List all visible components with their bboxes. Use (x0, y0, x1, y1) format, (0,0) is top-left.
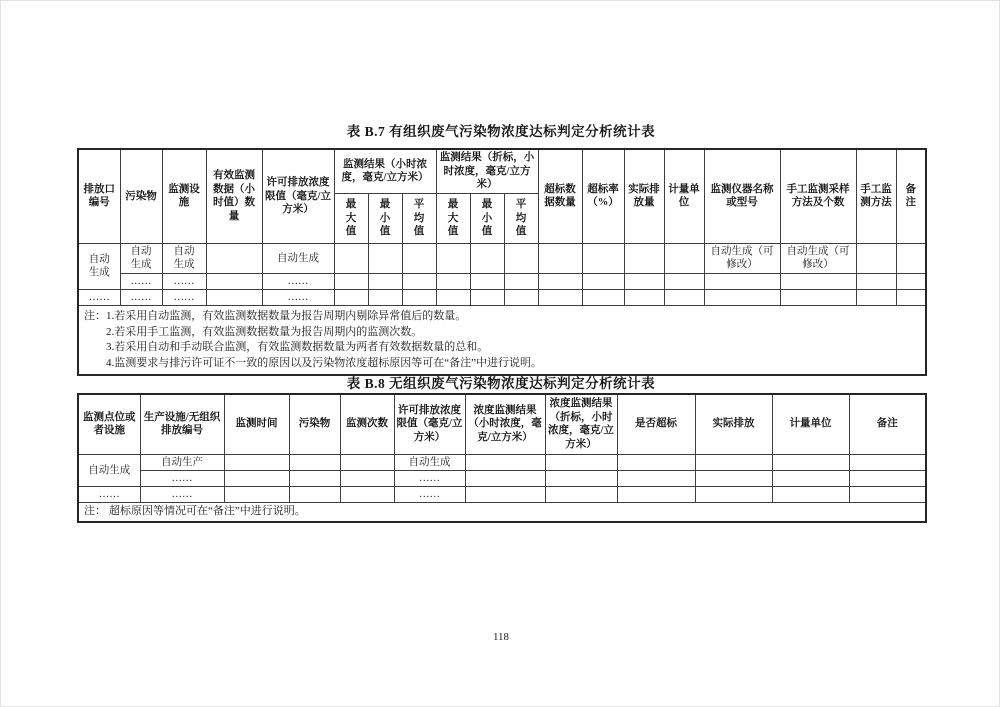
table-cell (664, 243, 704, 273)
b7-subheader-max2 (436, 193, 470, 243)
b8-header-converted-result: 浓度监测结果（折标，小时浓度，毫克/立方米） (545, 394, 617, 454)
table-b8-title: 表 B.8 无组织废气污染物浓度达标判定分析统计表 (346, 376, 656, 391)
table-cell (334, 243, 368, 273)
cell-value: 自动生成 (88, 254, 110, 279)
header-label: 有效监测数据（小时值）数量 (213, 170, 255, 223)
table-cell (664, 273, 704, 289)
table-cell (896, 243, 926, 273)
table-row (78, 273, 926, 289)
b7-header-manual-method (856, 149, 896, 243)
b8-notes-cell (78, 502, 926, 521)
table-cell (340, 486, 394, 502)
table-cell: …… (120, 273, 162, 289)
header-label: 超标数据数量 (544, 183, 576, 209)
header-label: 平均值 (413, 198, 425, 238)
table-row (78, 290, 926, 306)
table-cell: …… (162, 273, 206, 289)
table-b7 (77, 148, 927, 376)
header-label: 最大值 (447, 198, 459, 238)
table-cell (334, 273, 368, 289)
header-label: 平均值 (515, 198, 527, 238)
table-cell (289, 486, 340, 502)
table-row (78, 243, 926, 273)
table-cell (289, 454, 340, 470)
table-cell (704, 273, 780, 289)
b8-header-permitted-limit: 许可排放浓度限值（毫克/立方米） (394, 394, 465, 454)
table-cell: …… (140, 470, 224, 486)
table-cell (896, 273, 926, 289)
table-cell: …… (78, 486, 140, 502)
table-cell (780, 290, 856, 306)
table-cell: 自动生成（可修改） (704, 243, 780, 273)
table-cell (704, 290, 780, 306)
table-cell (504, 243, 538, 273)
table-row (78, 486, 926, 502)
table-cell (624, 243, 664, 273)
table-cell (162, 243, 206, 273)
table-cell (78, 243, 120, 289)
table-cell (695, 470, 772, 486)
b8-header-monitor-time: 监测时间 (224, 394, 289, 454)
b7-group-hourly-result: 监测结果（小时浓度，毫克/立方米） (334, 149, 436, 193)
table-cell: 自动生成 (262, 243, 334, 273)
table-cell (504, 273, 538, 289)
b7-header-exceed-rate (582, 149, 624, 243)
table-cell (368, 243, 402, 273)
table-b8-container (77, 393, 925, 523)
table-cell (340, 454, 394, 470)
table-cell (772, 454, 849, 470)
note-line: 3.若采用自动和手动联合监测，有效监测数据数量为两者有效数据数量的总和。 (106, 341, 489, 354)
header-label: 监测仪器名称或型号 (710, 183, 774, 209)
table-cell (582, 273, 624, 289)
b7-notes-cell (78, 306, 926, 376)
b7-header-instrument (704, 149, 780, 243)
table-cell (617, 470, 695, 486)
header-label: 最小值 (379, 198, 391, 238)
b8-header-remark: 备注 (849, 394, 926, 454)
table-cell (289, 470, 340, 486)
header-label: 实际排放量 (628, 183, 660, 209)
table-cell (538, 290, 582, 306)
table-cell (772, 470, 849, 486)
b7-header-valid-data-count (206, 149, 262, 243)
b8-header-pollutant: 污染物 (289, 394, 340, 454)
table-cell (224, 454, 289, 470)
b7-header-actual-emission (624, 149, 664, 243)
b8-notes-row (78, 502, 926, 521)
header-label: 许可排放浓度限值（毫克/立方米） (265, 177, 331, 216)
table-cell (504, 290, 538, 306)
note-line: 1.若采用自动监测，有效监测数据数量为报告周期内剔除异常值后的数量。 (106, 310, 467, 323)
b7-header-permitted-limit (262, 149, 334, 243)
note-line: 4.监测要求与排污许可证不一致的原因以及污染物浓度超标原因等可在“备注”中进行说明。 (106, 356, 543, 369)
table-cell: …… (120, 290, 162, 306)
b7-header-outlet-id (78, 149, 120, 243)
table-cell (856, 290, 896, 306)
table-cell (538, 273, 582, 289)
b8-header-facility-id: 生产设施/无组织排放编号 (140, 394, 224, 454)
table-row (78, 454, 926, 470)
table-cell: …… (394, 486, 465, 502)
table-cell: …… (140, 486, 224, 502)
header-label: 手工监测采样方法及个数 (786, 183, 850, 209)
note-text: 超标原因等情况可在“备注”中进行说明。 (109, 504, 306, 517)
table-cell: …… (262, 290, 334, 306)
header-label: 监测设施 (168, 183, 200, 209)
table-cell (465, 470, 545, 486)
table-cell (780, 273, 856, 289)
table-cell (617, 454, 695, 470)
table-cell (465, 486, 545, 502)
note-line: 2.若采用手工监测，有效监测数据数量为报告周期内的监测次数。 (106, 325, 423, 338)
table-cell (206, 273, 262, 289)
table-cell (402, 243, 436, 273)
table-cell (402, 273, 436, 289)
cell-value: 自动生成 (130, 246, 152, 271)
header-label: 排放口编号 (83, 183, 115, 209)
table-cell (849, 486, 926, 502)
b8-header-exceeded: 是否超标 (617, 394, 695, 454)
b8-header-monitor-point: 监测点位或者设施 (78, 394, 140, 454)
note-lines (106, 309, 920, 371)
table-cell (664, 290, 704, 306)
table-cell (334, 290, 368, 306)
table-cell (470, 243, 504, 273)
header-label: 手工监测方法 (860, 183, 892, 209)
header-label: 最大值 (345, 198, 357, 238)
table-cell (224, 470, 289, 486)
table-cell (402, 290, 436, 306)
b7-group-converted-result: 监测结果（折标，小时浓度，毫克/立方米） (436, 149, 538, 193)
note-label: 注： (84, 504, 106, 517)
b7-notes-row (78, 306, 926, 376)
header-label: 备注 (905, 183, 916, 209)
b7-subheader-max (334, 193, 368, 243)
table-cell: 自动生成 (78, 454, 140, 486)
table-cell (545, 486, 617, 502)
table-cell (436, 273, 470, 289)
table-cell (772, 486, 849, 502)
b7-header-exceed-count (538, 149, 582, 243)
b7-header-monitor-facility (162, 149, 206, 243)
b7-subheader-avg (402, 193, 436, 243)
table-cell (538, 243, 582, 273)
table-cell: 自动生成 (394, 454, 465, 470)
table-b7-title: 表 B.7 有组织废气污染物浓度达标判定分析统计表 (346, 124, 656, 139)
b7-header-unit (664, 149, 704, 243)
table-b7-container (77, 148, 925, 376)
table-cell (849, 454, 926, 470)
table-cell (624, 290, 664, 306)
table-row (78, 470, 926, 486)
table-cell (617, 486, 695, 502)
header-label: 超标率（%） (587, 183, 619, 209)
table-cell (224, 486, 289, 502)
table-cell (368, 290, 402, 306)
table-cell (624, 273, 664, 289)
b7-header-manual-sampling (780, 149, 856, 243)
header-label: 污染物 (125, 190, 157, 202)
table-cell (206, 290, 262, 306)
table-cell (470, 290, 504, 306)
table-cell (545, 470, 617, 486)
b7-subheader-min (368, 193, 402, 243)
table-cell (856, 273, 896, 289)
table-cell (582, 290, 624, 306)
b7-subheader-avg2 (504, 193, 538, 243)
table-cell (849, 470, 926, 486)
table-cell (695, 486, 772, 502)
table-cell (340, 470, 394, 486)
table-cell (206, 243, 262, 273)
b8-header-unit: 计量单位 (772, 394, 849, 454)
b7-subheader-min2 (470, 193, 504, 243)
table-cell: …… (262, 273, 334, 289)
table-cell (368, 273, 402, 289)
table-b8 (77, 393, 927, 523)
header-label: 计量单位 (668, 183, 700, 209)
table-cell (120, 243, 162, 273)
table-cell (465, 454, 545, 470)
table-cell (856, 243, 896, 273)
header-label: 最小值 (481, 198, 493, 238)
b7-header-pollutant (120, 149, 162, 243)
note-label: 注： (84, 310, 106, 323)
table-cell (896, 290, 926, 306)
table-cell (695, 454, 772, 470)
table-cell: …… (78, 290, 120, 306)
table-cell: …… (162, 290, 206, 306)
table-cell (545, 454, 617, 470)
b8-header-monitor-count: 监测次数 (340, 394, 394, 454)
b7-header-remark (896, 149, 926, 243)
table-cell (470, 273, 504, 289)
cell-value: 自动生成 (173, 246, 195, 271)
b8-header-actual-emission: 实际排放 (695, 394, 772, 454)
page-number: 118 (492, 631, 510, 643)
table-cell: …… (394, 470, 465, 486)
table-cell (436, 290, 470, 306)
b7-notes (84, 309, 920, 371)
table-cell (582, 243, 624, 273)
table-cell: 自动生产 (140, 454, 224, 470)
b8-header-hourly-result: 浓度监测结果（小时浓度，毫克/立方米） (465, 394, 545, 454)
table-cell (436, 243, 470, 273)
table-cell: 自动生成（可修改） (780, 243, 856, 273)
